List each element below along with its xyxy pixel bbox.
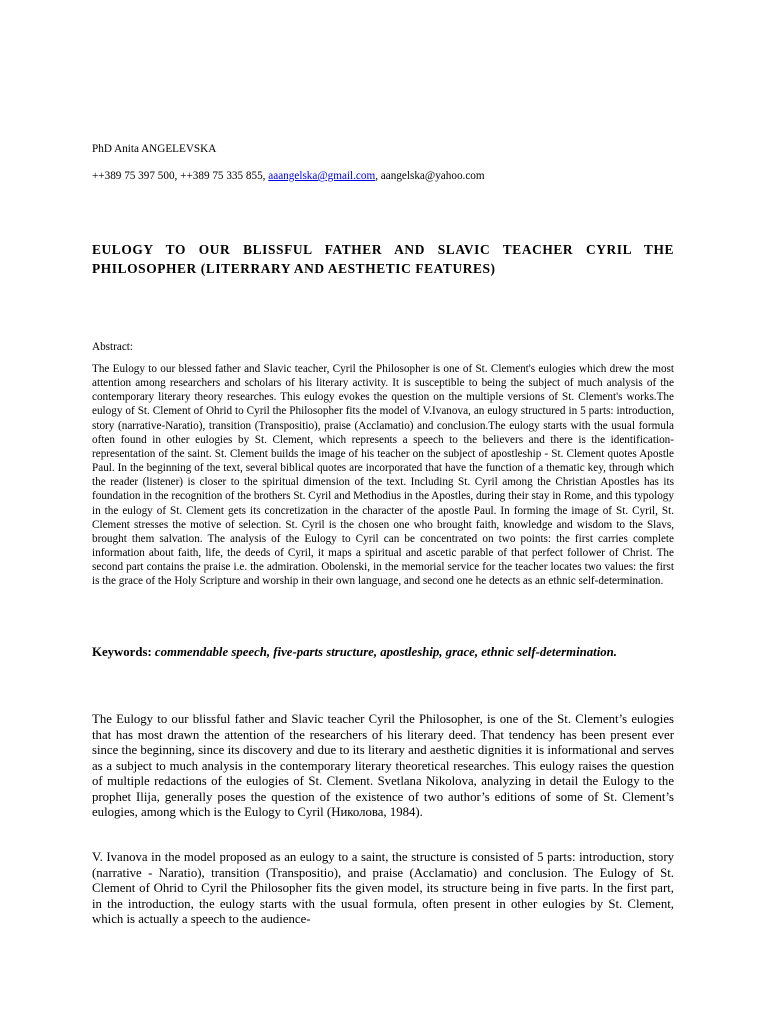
paper-title: EULOGY TO OUR BLISSFUL FATHER AND SLAVIC TEACHER CYRIL THE PHILOSOPHER (LITERRARY AND AESTHETIC FEATURES) xyxy=(92,242,674,276)
body-paragraph-2: V. Ivanova in the model proposed as an eulogy to a saint, the structure is consisted of 5 parts: introduction, story (narrative - Naratio), transition (Transpositio), and praise (Acclamatio) and conclusion. The Eulogy of St. Clement of Ohrid to Cyril the Philosopher fits the given model, its structure being in five parts. In the first part, in the introduction, the eulogy starts with the usual formula, often present in other eulogies by St. Clement, which is actually a speech to the audience- xyxy=(92,850,674,926)
email-secondary: , aangelska@yahoo.com xyxy=(375,170,485,182)
phone-numbers: ++389 75 397 500, ++389 75 335 855, xyxy=(92,170,266,182)
email-link[interactable]: aaangelska@gmail.com xyxy=(268,170,376,182)
abstract-heading: Abstract: xyxy=(92,341,134,353)
keywords-label: Keywords: xyxy=(92,645,152,659)
abstract-text: The Eulogy to our blessed father and Slavic teacher, Cyril the Philosopher is one of St. Clement's eulogies which drew the most attention among researchers and scholars of his literary activity. It is susceptible to being the subject of much analysis of the contemporary literary theory researches. This eulogy evokes the question on the multiple versions of St. Clement's works.The eulogy of St. Clement of Ohrid to Cyril the Philosopher fits the model of V.Ivanova, an eulogy structured in 5 parts: introduction, story (narrative-Naratio), transition (Transpositio), praise (Acclamatio) and conclusion.The eulogy starts with the usual formula often found in other eulogies by St. Clement, which represents a speech to the believers and there is the identification- representation of the saint. St. Clement builds the image of his teacher on the subject of apostleship - St. Clement quotes Apostle Paul. In the beginning of the text, several biblical quotes are incorporated that have the function of a thematic key, through which the reader (listener) is closer to the spiritual dimension of the text. Including St. Cyril among the Christian Apostles has its foundation in the recognition of the brothers St. Cyril and Methodius in the Apostles, during their stay in Rome, and this typology in the eulogy of St. Clement gets its concretization in the character of the apostle Paul. In forming the image of St. Cyril, St. Clement stresses the motive of selection. St. Cyril is the chosen one who brought faith, knowledge and wisdom to the Slavs, brought them salvation. The analysis of the Eulogy to Cyril can be concentrated on two points: the first carries complete information about faith, life, the deeds of Cyril, it maps a spiritual and ascetic parable of that perfect follower of Christ. The second part contains the praise i.e. the admiration. Obolenski, in the memorial service for the teacher locates two values: the first is the grace of the Holy Scripture and worship in their own language, and second one he detects as an ethnic self-determination. xyxy=(92,363,674,588)
keywords-line xyxy=(92,644,674,661)
keywords-text: commendable speech, five-parts structure, apostleship, grace, ethnic self-determination. xyxy=(154,645,617,659)
author-name: PhD Anita ANGELEVSKA xyxy=(92,143,217,155)
contact-line xyxy=(92,169,485,183)
body-paragraph-1: The Eulogy to our blissful father and Slavic teacher Cyril the Philosopher, is one of the St. Clement’s eulogies that has most drawn the attention of the researchers of his literary deed. That tendency has been present ever since the beginning, since its discovery and due to its literary and aesthetic dignities it is informational and serves as a subject to much analysis in the contemporary literary theoretical researches. This eulogy raises the question of multiple redactions of the eulogies of St. Clement. Svetlana Nikolova, analyzing in detail the Eulogy to the prophet Ilija, generally poses the question of the existence of two author’s editions of some of St. Clement’s eulogies, among which is the Eulogy to Cyril (Николова, 1984). xyxy=(92,712,674,819)
